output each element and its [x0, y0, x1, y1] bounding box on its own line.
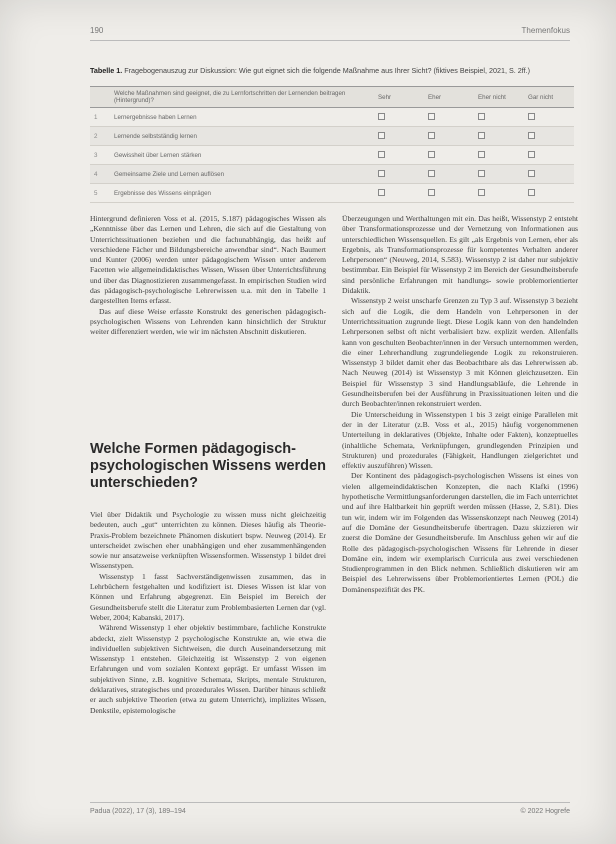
- table-header-eher: Eher: [424, 87, 474, 108]
- rating-cell: [524, 165, 574, 184]
- row-label: Ergebnisse des Wissens einprägen: [110, 184, 374, 203]
- rating-cell: [524, 108, 574, 127]
- section-label: Themenfokus: [521, 26, 570, 35]
- checkbox-icon[interactable]: [428, 189, 435, 196]
- table-header-num: [90, 87, 110, 108]
- checkbox-icon[interactable]: [378, 151, 385, 158]
- row-label: Gemeinsame Ziele und Lernen auflösen: [110, 165, 374, 184]
- row-label: Lernergebnisse haben Lernen: [110, 108, 374, 127]
- rating-cell: [474, 165, 524, 184]
- table-caption: [90, 66, 570, 75]
- row-number: 1: [90, 108, 110, 127]
- rating-cell: [424, 146, 474, 165]
- row-number: 3: [90, 146, 110, 165]
- running-footer: [90, 808, 570, 820]
- checkbox-icon[interactable]: [378, 189, 385, 196]
- table-row: [90, 165, 574, 184]
- paragraph: Viel über Didaktik und Psychologie zu wissen muss nicht gleichzeitig bedeuten, auch „gut“ unterrichten zu können. Dieses häufig als Theorie-Praxis-Problem bezeichnete Phänomen diskutiert bspw. Neuweg (2014). Er unterscheidet zwischen eher unabhängigen und eher zusammenhängenden sowie nur ansatzweise verknüpften Wissensformen. Wissenstyp 1 bildet drei Wissenstypen.: [90, 510, 326, 571]
- rating-cell: [374, 184, 424, 203]
- rating-cell: [374, 127, 424, 146]
- table-header-eher-nicht: Eher nicht: [474, 87, 524, 108]
- checkbox-icon[interactable]: [478, 189, 485, 196]
- checkbox-icon[interactable]: [378, 113, 385, 120]
- row-number: 2: [90, 127, 110, 146]
- checkbox-icon[interactable]: [528, 170, 535, 177]
- rating-cell: [374, 108, 424, 127]
- left-column-lower: [90, 510, 326, 716]
- table-row: [90, 146, 574, 165]
- rating-cell: [424, 108, 474, 127]
- row-number: 4: [90, 165, 110, 184]
- rating-cell: [424, 127, 474, 146]
- table-row: [90, 108, 574, 127]
- paragraph: Überzeugungen und Werthaltungen mit ein. Das heißt, Wissenstyp 2 entsteht über Transformationsprozesse und der Vernetzung von Informationen aus unterschiedlichen Wissensquellen. Es gilt „als Ergebnis von Lernen, eher als Ergebnis, als Transformationsprozesse für kompetentes Verhalten anderer Lehrpersonen“ (Neuweg, 2014, S.583). Wissenstyp 2 ist daher nur subjektiv bestimmbar. Ein Beispiel für Wissenstyp 2 im Bereich der Gesundheitsberufe sind persönliche Erfahrungen mit handlungs- sowie problemorientierter Didaktik.: [342, 214, 578, 296]
- paragraph: Während Wissenstyp 1 eher objektiv bestimmbare, fachliche Konstrukte abdeckt, zielt Wissenstyp 2 psychologische Konstrukte an, wie etwa die individuellen subjektiven Sichtweisen, die durch Auseinandersetzung mit Wissenstyp 1 entstehen. Gleichzeitig ist Wissenstyp 2 von eigenen Erfahrungen und vom sozialen Kontext geprägt. Er umfasst Wissen im subjektiven Sinne, z.B. kognitive Schemata, Skripts, mentale Strukturen, deklaratives, strategisches und prozedurales Wissen. Darüber hinaus schließt er auch subjektive Theorien (etwa zu gutem Unterricht), implizites Wissen, Denkstile, epistemologische: [90, 623, 326, 715]
- rating-cell: [424, 184, 474, 203]
- checkbox-icon[interactable]: [478, 132, 485, 139]
- checkbox-icon[interactable]: [428, 151, 435, 158]
- rating-cell: [524, 127, 574, 146]
- rating-cell: [474, 146, 524, 165]
- page-number: 190: [90, 26, 104, 35]
- checkbox-icon[interactable]: [478, 113, 485, 120]
- checkbox-icon[interactable]: [428, 113, 435, 120]
- rating-cell: [524, 146, 574, 165]
- rating-cell: [374, 165, 424, 184]
- checkbox-icon[interactable]: [478, 170, 485, 177]
- paragraph: Das auf diese Weise erfasste Konstrukt des generischen pädagogisch-psychologischen Wissens von Lehrenden kann hinsichtlich der Struktur weiter differenziert werden, wie wir im nächsten Abschnitt diskutieren.: [90, 306, 326, 337]
- section-heading: Welche Formen pädagogisch-psychologischen Wissens werden unterschieden?: [90, 441, 326, 491]
- table-header-sehr: Sehr: [374, 87, 424, 108]
- rating-cell: [374, 146, 424, 165]
- rating-cell: [424, 165, 474, 184]
- paragraph: Hintergrund definieren Voss et al. (2015, S.187) pädagogisches Wissen als „Kenntnisse über das Lernen und Lehren, die sich auf die Gestaltung von Unterrichtssituationen beziehen und die fachunabhängig, das heißt auf verschiedene Fächer und Bildungsbereiche anwendbar sind“. Nach Baumert und Kunter (2006) werden unter pädagogischem Wissen unter anderem Facetten wie allgemeindidaktisches Wissen, Wissen über Unterrichtsführung und über das Diagnostizieren zusammengefasst. In empirischen Studien wird das pädagogisch-psychologische Lehrerwissen u.a. mit den in Tabelle 1 dargestellten Items erfasst.: [90, 214, 326, 306]
- table-header-question: Welche Maßnahmen sind geeignet, die zu Lernfortschritten der Lernenden beitragen (Hintergrund)?: [110, 87, 374, 108]
- footer-rule: [90, 802, 570, 803]
- table-header-row: [90, 87, 574, 108]
- table-row: [90, 184, 574, 203]
- table-row: [90, 127, 574, 146]
- journal-citation: Padua (2022), 17 (3), 189–194: [90, 808, 186, 815]
- rating-cell: [474, 108, 524, 127]
- paragraph: Der Kontinent des pädagogisch-psychologischen Wissens ist eines von vielen allgemeindidaktischen Konzepten, die nach Klafki (1996) hypothetische Vermittlungsanforderungen darstellen, die im Fach unterrichtet und auf ihre Haltbarkeit hin geprüft werden müssen (Hasse, 2, S.81). Dies tun wir, indem wir im Folgenden das Wissenskonzept nach Neuweg (2014) auf die Domäne der Gesundheitsberufe übertragen. Dazu skizzieren wir zuerst die Domäne der Gesundheitsberufe. Im Anschluss gehen wir auf die Rolle des pädagogisch-psychologischen Wissens für Lehrende in dieser Domäne ein, indem wir exemplarisch Curricula aus zwei verschiedenen Studienprogrammen in den Blick nehmen. Schließlich diskutieren wir am Beispiel des Lehrerwissens über Problemorientiertes Lernen (POL) die Domänenspezifität des PK.: [342, 471, 578, 594]
- row-label: Gewissheit über Lernen stärken: [110, 146, 374, 165]
- questionnaire-table: [90, 86, 574, 203]
- table-header-gar-nicht: Gar nicht: [524, 87, 574, 108]
- checkbox-icon[interactable]: [528, 113, 535, 120]
- header-rule: [90, 40, 570, 41]
- table-body: [90, 108, 574, 203]
- checkbox-icon[interactable]: [428, 170, 435, 177]
- checkbox-icon[interactable]: [528, 151, 535, 158]
- paragraph: Wissenstyp 1 fasst Sachverständigenwissen zusammen, das in Lehrbüchern festgehalten und kodifiziert ist. Dieses Wissen ist klar von Können und Erfahrung abgegrenzt. Ein Beispiel im Bereich der Gesundheitsberufe stellt die Literatur zum Problembasierten Lernen dar (vgl. Weber, 2004; Kabanski, 2017).: [90, 571, 326, 622]
- checkbox-icon[interactable]: [478, 151, 485, 158]
- paragraph: Die Unterscheidung in Wissenstypen 1 bis 3 zeigt einige Parallelen mit der in der Literatur (z.B. Voss et al., 2015) häufig vorgenommenen Unterteilung in deklaratives (Objekte, Inhalte oder Fakten), konzeptuelles (inhaltliche Schemata, Verknüpfungen, grundlegenden Prinzipien und Strukturen) und prozedurales (Fähigkeit, Handlungen zielgerichtet und effektiv auszuführen) Wissen.: [342, 409, 578, 471]
- checkbox-icon[interactable]: [528, 189, 535, 196]
- rating-cell: [474, 184, 524, 203]
- checkbox-icon[interactable]: [528, 132, 535, 139]
- paragraph: Wissenstyp 2 weist unscharfe Grenzen zu Typ 3 auf. Wissenstyp 3 bezieht sich auf die Logik, die dem Handeln von Lehrpersonen in der Unterrichtssituation zugrunde liegt. Diese Logik kann von den handelnden Lehrpersonen selbst oft nicht verbalisiert bzw. explizit werden. Allenfalls kann von geschulten Beobachter/innen in der Versuch unternommen werden, die einer Lehrerhandlung zugrundeliegende Logik zu rekonstruieren. Wissenstyp 3 bildet damit eher das Beobachtbare als das Lehrerwissen ab. Nach Neuweg (2014) ist Wissenstyp 3 mit Können gleichzusetzen. Ein Beispiel für Wissenstyp 3 sind Handlungsabläufe, die Lehrende in Gesundheitsberufen bei der Ausführung in Praxissituationen leiten und die durch Beobachter/innen rekonstruiert werden.: [342, 296, 578, 409]
- publisher-copyright: © 2022 Hogrefe: [520, 808, 570, 815]
- running-header: [90, 26, 570, 40]
- table-caption-text: Fragebogenauszug zur Diskussion: Wie gut eignet sich die folgende Maßnahme aus Ihrer Sicht? (fiktives Beispiel, 2021, S. 2ff.): [124, 66, 531, 75]
- table-caption-label: Tabelle 1.: [90, 66, 123, 75]
- checkbox-icon[interactable]: [428, 132, 435, 139]
- checkbox-icon[interactable]: [378, 132, 385, 139]
- row-label: Lernende selbstständig lernen: [110, 127, 374, 146]
- right-column: [342, 214, 578, 595]
- left-column: [90, 214, 326, 338]
- checkbox-icon[interactable]: [378, 170, 385, 177]
- row-number: 5: [90, 184, 110, 203]
- rating-cell: [524, 184, 574, 203]
- rating-cell: [474, 127, 524, 146]
